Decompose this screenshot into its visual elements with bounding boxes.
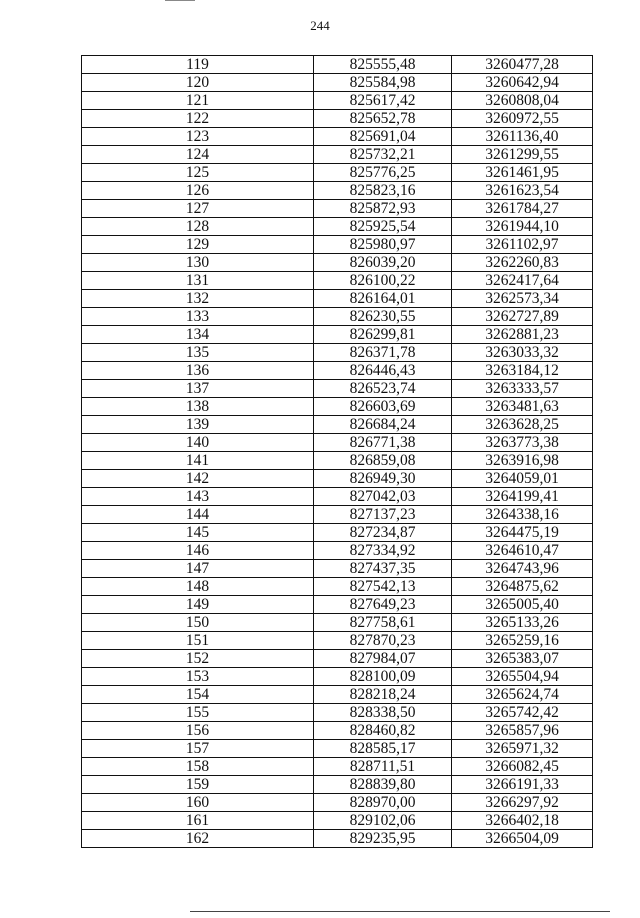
y-coordinate-cell: 3263033,32	[452, 344, 593, 362]
y-coordinate-cell: 3265259,16	[452, 632, 593, 650]
y-coordinate-cell: 3262260,83	[452, 254, 593, 272]
table-row	[82, 686, 593, 704]
x-coordinate-cell: 827984,07	[314, 650, 452, 668]
table-row	[82, 470, 593, 488]
point-number-cell: 144	[82, 506, 314, 524]
x-coordinate-cell: 826299,81	[314, 326, 452, 344]
x-coordinate-cell: 827042,03	[314, 488, 452, 506]
y-coordinate-cell: 3261784,27	[452, 200, 593, 218]
table-row	[82, 92, 593, 110]
point-number-cell: 139	[82, 416, 314, 434]
x-coordinate-cell: 827334,92	[314, 542, 452, 560]
table-row	[82, 452, 593, 470]
x-coordinate-cell: 827870,23	[314, 632, 452, 650]
table-row	[82, 290, 593, 308]
table-row	[82, 164, 593, 182]
scan-edge-mark-top	[165, 0, 195, 1]
point-number-cell: 131	[82, 272, 314, 290]
table-row	[82, 758, 593, 776]
x-coordinate-cell: 829102,06	[314, 812, 452, 830]
y-coordinate-cell: 3263773,38	[452, 434, 593, 452]
y-coordinate-cell: 3264610,47	[452, 542, 593, 560]
x-coordinate-cell: 826949,30	[314, 470, 452, 488]
y-coordinate-cell: 3265624,74	[452, 686, 593, 704]
table-row	[82, 578, 593, 596]
x-coordinate-cell: 827137,23	[314, 506, 452, 524]
x-coordinate-cell: 828218,24	[314, 686, 452, 704]
y-coordinate-cell: 3264475,19	[452, 524, 593, 542]
table-row	[82, 794, 593, 812]
point-number-cell: 128	[82, 218, 314, 236]
table-row	[82, 398, 593, 416]
point-number-cell: 151	[82, 632, 314, 650]
y-coordinate-cell: 3265005,40	[452, 596, 593, 614]
y-coordinate-cell: 3263184,12	[452, 362, 593, 380]
x-coordinate-cell: 826371,78	[314, 344, 452, 362]
table-row	[82, 128, 593, 146]
point-number-cell: 160	[82, 794, 314, 812]
y-coordinate-cell: 3264338,16	[452, 506, 593, 524]
point-number-cell: 148	[82, 578, 314, 596]
table-row	[82, 416, 593, 434]
y-coordinate-cell: 3262881,23	[452, 326, 593, 344]
table-row	[82, 812, 593, 830]
y-coordinate-cell: 3266402,18	[452, 812, 593, 830]
table-row	[82, 830, 593, 848]
x-coordinate-cell: 826771,38	[314, 434, 452, 452]
point-number-cell: 154	[82, 686, 314, 704]
y-coordinate-cell: 3266297,92	[452, 794, 593, 812]
table-row	[82, 218, 593, 236]
table-row	[82, 614, 593, 632]
point-number-cell: 123	[82, 128, 314, 146]
table-row	[82, 272, 593, 290]
table-row	[82, 704, 593, 722]
point-number-cell: 143	[82, 488, 314, 506]
coordinates-table	[81, 55, 593, 848]
y-coordinate-cell: 3263628,25	[452, 416, 593, 434]
point-number-cell: 150	[82, 614, 314, 632]
x-coordinate-cell: 826100,22	[314, 272, 452, 290]
point-number-cell: 125	[82, 164, 314, 182]
table-row	[82, 524, 593, 542]
y-coordinate-cell: 3260808,04	[452, 92, 593, 110]
x-coordinate-cell: 828585,17	[314, 740, 452, 758]
table-row	[82, 344, 593, 362]
table-row	[82, 740, 593, 758]
point-number-cell: 135	[82, 344, 314, 362]
point-number-cell: 137	[82, 380, 314, 398]
y-coordinate-cell: 3264743,96	[452, 560, 593, 578]
point-number-cell: 121	[82, 92, 314, 110]
y-coordinate-cell: 3263333,57	[452, 380, 593, 398]
point-number-cell: 130	[82, 254, 314, 272]
point-number-cell: 140	[82, 434, 314, 452]
table-row	[82, 254, 593, 272]
y-coordinate-cell: 3260477,28	[452, 56, 593, 74]
x-coordinate-cell: 825652,78	[314, 110, 452, 128]
point-number-cell: 156	[82, 722, 314, 740]
x-coordinate-cell: 826859,08	[314, 452, 452, 470]
x-coordinate-cell: 828711,51	[314, 758, 452, 776]
y-coordinate-cell: 3261102,97	[452, 236, 593, 254]
x-coordinate-cell: 825691,04	[314, 128, 452, 146]
x-coordinate-cell: 825872,93	[314, 200, 452, 218]
scan-edge-mark-bottom	[190, 911, 610, 912]
point-number-cell: 133	[82, 308, 314, 326]
point-number-cell: 142	[82, 470, 314, 488]
y-coordinate-cell: 3262417,64	[452, 272, 593, 290]
y-coordinate-cell: 3262573,34	[452, 290, 593, 308]
table-row	[82, 596, 593, 614]
x-coordinate-cell: 826684,24	[314, 416, 452, 434]
y-coordinate-cell: 3261299,55	[452, 146, 593, 164]
point-number-cell: 126	[82, 182, 314, 200]
table-row	[82, 56, 593, 74]
y-coordinate-cell: 3261136,40	[452, 128, 593, 146]
point-number-cell: 146	[82, 542, 314, 560]
y-coordinate-cell: 3260642,94	[452, 74, 593, 92]
table-row	[82, 146, 593, 164]
y-coordinate-cell: 3265504,94	[452, 668, 593, 686]
x-coordinate-cell: 826039,20	[314, 254, 452, 272]
page-number: 244	[310, 18, 330, 33]
point-number-cell: 155	[82, 704, 314, 722]
coordinates-table-body	[82, 56, 593, 848]
table-row	[82, 308, 593, 326]
y-coordinate-cell: 3266082,45	[452, 758, 593, 776]
x-coordinate-cell: 826446,43	[314, 362, 452, 380]
table-row	[82, 362, 593, 380]
point-number-cell: 120	[82, 74, 314, 92]
x-coordinate-cell: 827234,87	[314, 524, 452, 542]
table-row	[82, 200, 593, 218]
x-coordinate-cell: 826164,01	[314, 290, 452, 308]
x-coordinate-cell: 825732,21	[314, 146, 452, 164]
point-number-cell: 157	[82, 740, 314, 758]
x-coordinate-cell: 828100,09	[314, 668, 452, 686]
y-coordinate-cell: 3265971,32	[452, 740, 593, 758]
point-number-cell: 161	[82, 812, 314, 830]
point-number-cell: 141	[82, 452, 314, 470]
x-coordinate-cell: 827542,13	[314, 578, 452, 596]
x-coordinate-cell: 826603,69	[314, 398, 452, 416]
y-coordinate-cell: 3265857,96	[452, 722, 593, 740]
table-row	[82, 236, 593, 254]
point-number-cell: 147	[82, 560, 314, 578]
x-coordinate-cell: 828338,50	[314, 704, 452, 722]
x-coordinate-cell: 827437,35	[314, 560, 452, 578]
point-number-cell: 153	[82, 668, 314, 686]
point-number-cell: 134	[82, 326, 314, 344]
point-number-cell: 129	[82, 236, 314, 254]
point-number-cell: 132	[82, 290, 314, 308]
x-coordinate-cell: 828839,80	[314, 776, 452, 794]
point-number-cell: 138	[82, 398, 314, 416]
table-row	[82, 542, 593, 560]
x-coordinate-cell: 825925,54	[314, 218, 452, 236]
point-number-cell: 145	[82, 524, 314, 542]
table-row	[82, 632, 593, 650]
table-row	[82, 488, 593, 506]
y-coordinate-cell: 3261461,95	[452, 164, 593, 182]
table-row	[82, 326, 593, 344]
y-coordinate-cell: 3265383,07	[452, 650, 593, 668]
point-number-cell: 158	[82, 758, 314, 776]
x-coordinate-cell: 825617,42	[314, 92, 452, 110]
table-row	[82, 110, 593, 128]
x-coordinate-cell: 826523,74	[314, 380, 452, 398]
table-row	[82, 668, 593, 686]
point-number-cell: 136	[82, 362, 314, 380]
point-number-cell: 149	[82, 596, 314, 614]
y-coordinate-cell: 3262727,89	[452, 308, 593, 326]
y-coordinate-cell: 3266191,33	[452, 776, 593, 794]
x-coordinate-cell: 828460,82	[314, 722, 452, 740]
x-coordinate-cell: 825555,48	[314, 56, 452, 74]
table-row	[82, 434, 593, 452]
point-number-cell: 159	[82, 776, 314, 794]
point-number-cell: 162	[82, 830, 314, 848]
x-coordinate-cell: 825776,25	[314, 164, 452, 182]
y-coordinate-cell: 3264059,01	[452, 470, 593, 488]
y-coordinate-cell: 3266504,09	[452, 830, 593, 848]
y-coordinate-cell: 3264875,62	[452, 578, 593, 596]
y-coordinate-cell: 3265133,26	[452, 614, 593, 632]
point-number-cell: 152	[82, 650, 314, 668]
point-number-cell: 122	[82, 110, 314, 128]
table-row	[82, 776, 593, 794]
x-coordinate-cell: 826230,55	[314, 308, 452, 326]
point-number-cell: 124	[82, 146, 314, 164]
x-coordinate-cell: 825584,98	[314, 74, 452, 92]
x-coordinate-cell: 827649,23	[314, 596, 452, 614]
table-row	[82, 74, 593, 92]
y-coordinate-cell: 3261944,10	[452, 218, 593, 236]
y-coordinate-cell: 3260972,55	[452, 110, 593, 128]
table-row	[82, 650, 593, 668]
x-coordinate-cell: 828970,00	[314, 794, 452, 812]
y-coordinate-cell: 3263481,63	[452, 398, 593, 416]
point-number-cell: 119	[82, 56, 314, 74]
y-coordinate-cell: 3261623,54	[452, 182, 593, 200]
table-row	[82, 182, 593, 200]
y-coordinate-cell: 3263916,98	[452, 452, 593, 470]
point-number-cell: 127	[82, 200, 314, 218]
table-row	[82, 506, 593, 524]
x-coordinate-cell: 825823,16	[314, 182, 452, 200]
table-row	[82, 380, 593, 398]
coordinates-table-container	[81, 55, 592, 848]
x-coordinate-cell: 827758,61	[314, 614, 452, 632]
y-coordinate-cell: 3264199,41	[452, 488, 593, 506]
table-row	[82, 560, 593, 578]
y-coordinate-cell: 3265742,42	[452, 704, 593, 722]
x-coordinate-cell: 829235,95	[314, 830, 452, 848]
table-row	[82, 722, 593, 740]
x-coordinate-cell: 825980,97	[314, 236, 452, 254]
